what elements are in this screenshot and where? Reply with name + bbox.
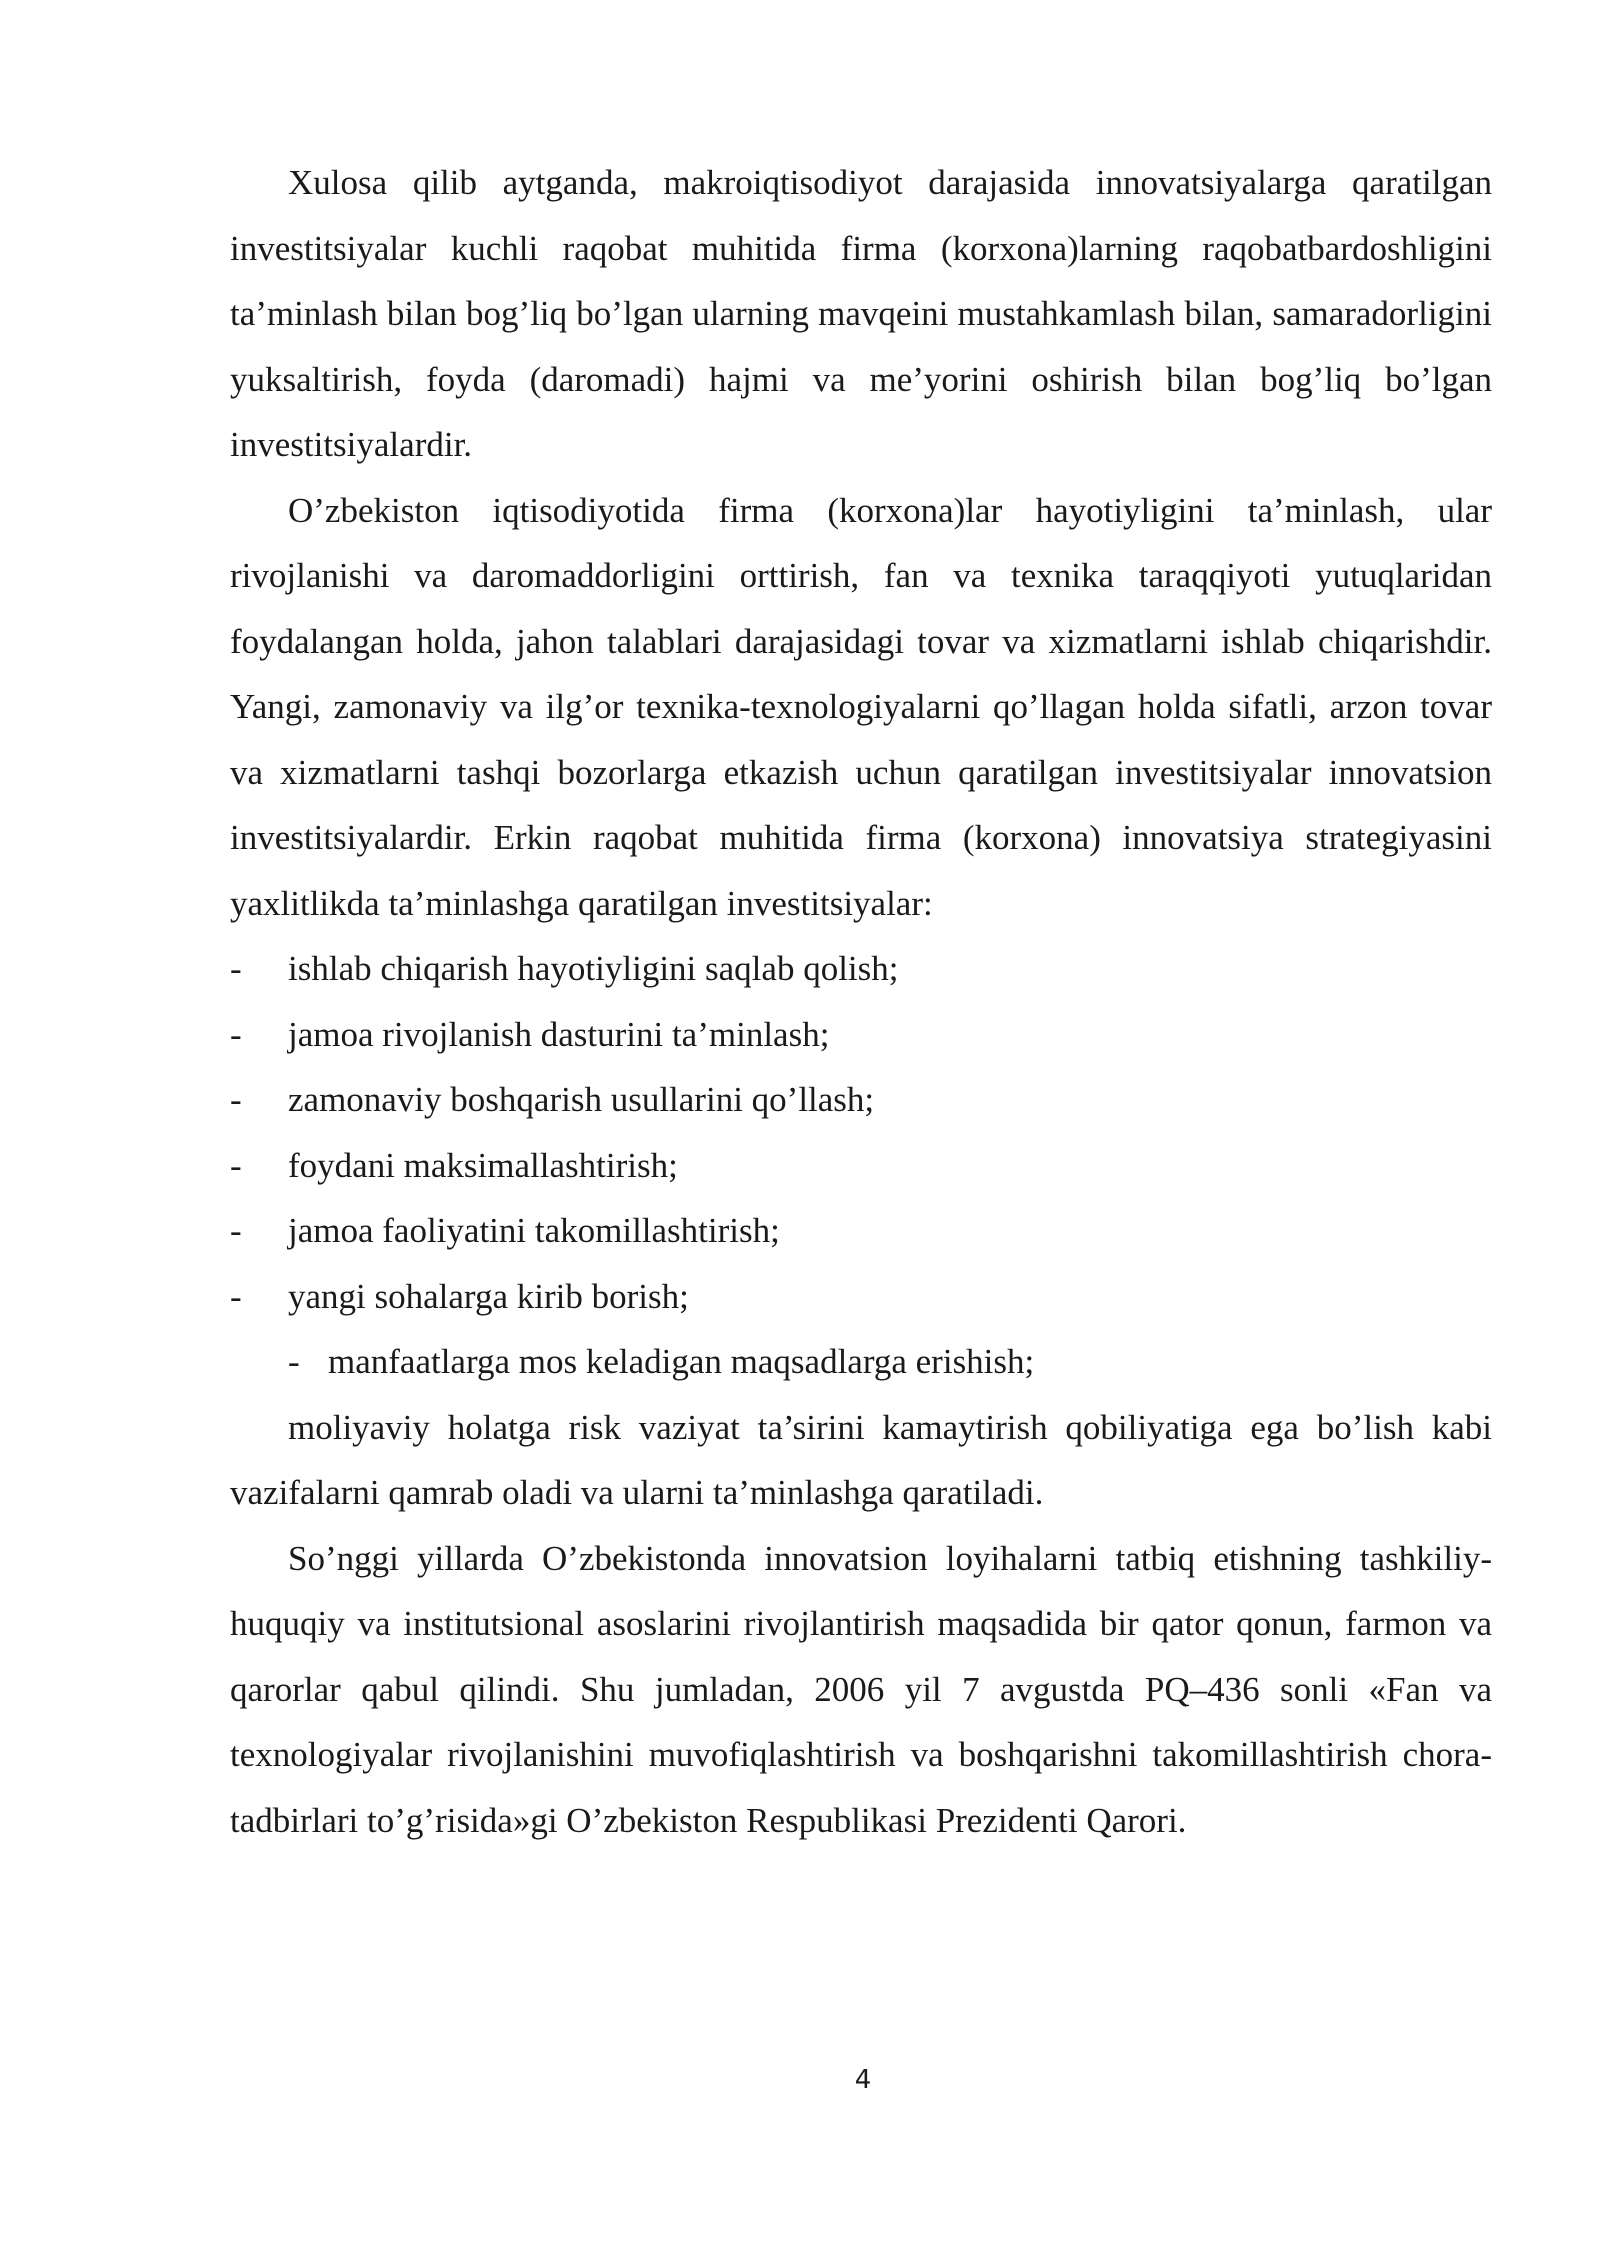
paragraph-conclusion: Xulosa qilib aytganda, makroiqtisodiyot darajasida innovatsiyalarga qaratilgan investitsiyalar kuchli raqobat muhitida firma (korxona)larning raqobatbardoshligini ta’minlash bilan bog’liq bo’lgan ularning mavqeini mustahkamlash bilan, samaradorligini yuksaltirish, foyda (daromadi) hajmi va me’yorini oshirish bilan bog’liq bo’lgan investitsiyalardir. [230,163,1492,464]
list-item-text: jamoa rivojlanish dasturini ta’minlash; [288,1014,830,1054]
list-item-indented [230,1329,1492,1395]
list-item [230,1067,1492,1133]
list-item [230,1198,1492,1264]
list-item-text: jamoa faoliyatini takomillashtirish; [288,1211,780,1250]
list-dash: - [288,1342,300,1381]
list-dash: - [230,1211,242,1250]
list-item [230,1002,1492,1068]
paragraph-financial-risk: moliyaviy holatga risk vaziyat ta’sirini kamaytirish qobiliyatiga ega bo’lish kabi vazifalarni qamrab oladi va ularni ta’minlashga qaratiladi. [230,1407,1492,1512]
list-dash: - [230,1276,242,1316]
list-item-text: yangi sohalarga kirib borish; [288,1276,689,1316]
paragraph-recent-years: So’nggi yillarda O’zbekistonda innovatsion loyihalarni tatbiq etishning tashkiliy-huquqiy va institutsional asoslarini rivojlantirish maqsadida bir qator qonun, farmon va qarorlar qabul qilindi. Shu jumladan, 2006 yil 7 avgustda PQ–436 sonli «Fan va texnologiyalar rivojlanishini muvofiqlashtirish va boshqarishni takomillashtirish chora-tadbirlari to’g’risida»gi O’zbekiston Respublikasi Prezidenti Qarori. [230,1538,1492,1840]
list-item [230,936,1492,1002]
page-number: 4 [854,2065,872,2095]
list-item-text: foydani maksimallashtirish; [288,1145,678,1185]
list-item-text: zamonaviy boshqarish usullarini qo’llash; [288,1080,875,1119]
investment-goals-list [230,936,1492,1395]
list-item-text: manfaatlarga mos keladigan maqsadlarga erishish; [328,1342,1035,1381]
paragraph-uzbekistan-economy: O’zbekiston iqtisodiyotida firma (korxona)lar hayotiyligini ta’minlash, ular rivojlanishi va daromaddorligini orttirish, fan va texnika taraqqiyoti yutuqlaridan foydalangan holda, jahon talablari darajasidagi tovar va xizmatlarni ishlab chiqarishdir. Yangi, zamonaviy va ilg’or texnika-texnologiyalarni qo’llagan holda sifatli, arzon tovar va xizmatlarni tashqi bozorlarga etkazish uchun qaratilgan investitsiyalar innovatsion investitsiyalardir. Erkin raqobat muhitida firma (korxona) innovatsiya strategiyasini yaxlitlikda ta’minlashga qaratilgan investitsiyalar: [230,490,1492,923]
page-body [230,150,1492,1853]
list-dash: - [230,1080,242,1119]
list-item-text: ishlab chiqarish hayotiyligini saqlab qolish; [288,949,899,988]
list-dash: - [230,1014,242,1054]
list-item [230,1133,1492,1199]
list-dash: - [230,949,242,988]
list-dash: - [230,1145,242,1185]
list-item [230,1264,1492,1330]
